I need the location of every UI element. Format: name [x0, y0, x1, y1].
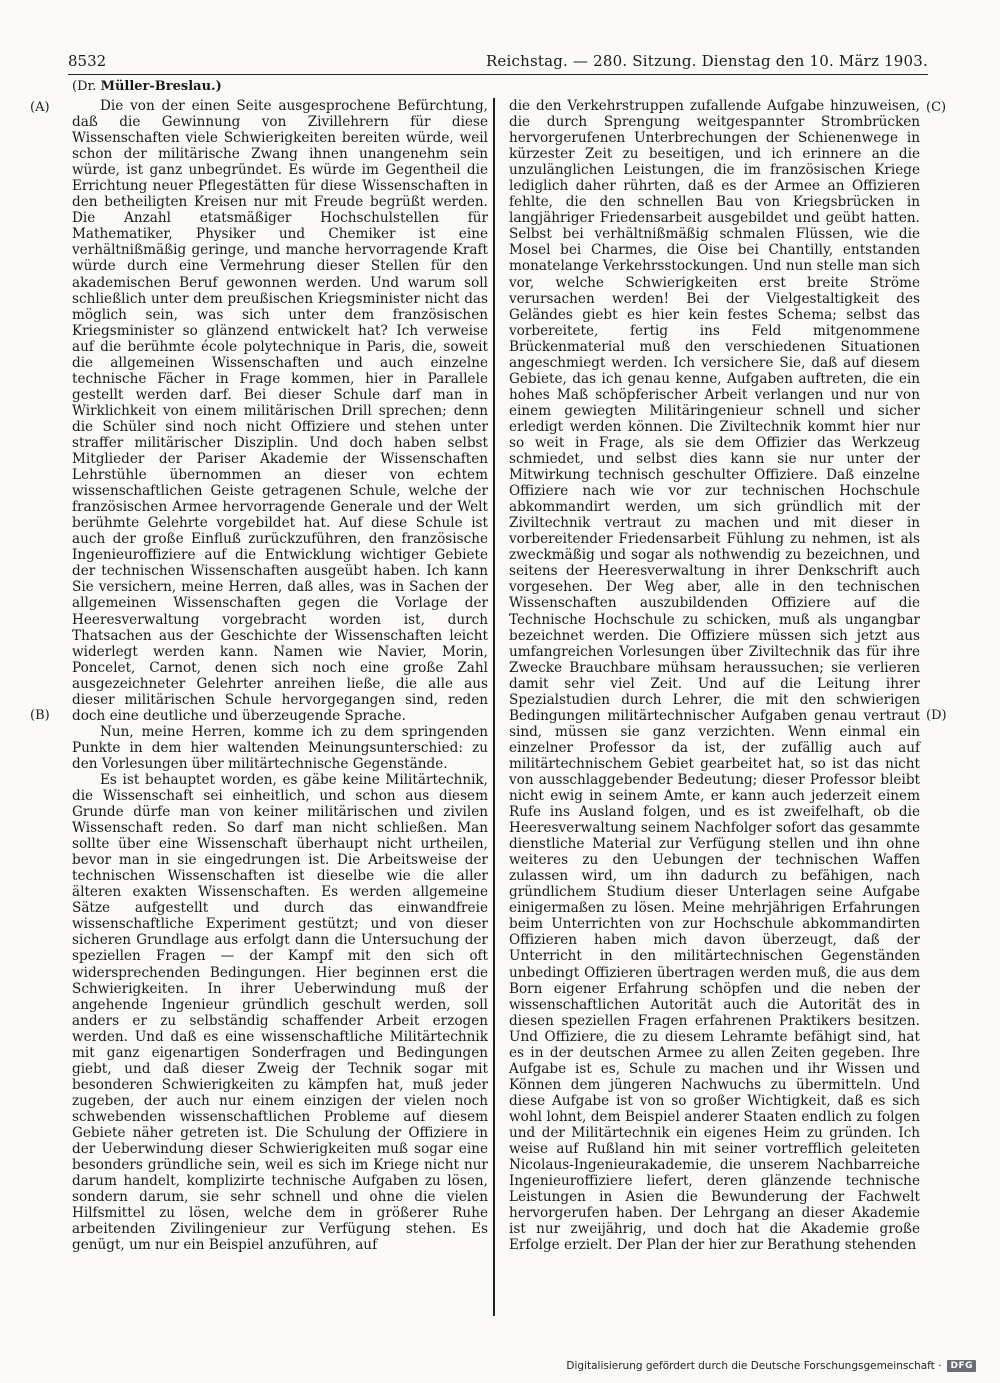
speaker-name: Müller-Breslau.) [100, 79, 222, 94]
margin-marker-c: (C) [926, 100, 947, 115]
paragraph: Nun, meine Herren, komme ich zu dem springenden Punkte in dem hier waltenden Meinungsunterschied: zu den Vorlesungen über militärtechnische Gegenstände. [72, 723, 488, 772]
left-column [72, 98, 488, 1253]
footer-text: Digitalisierung gefördert durch die Deutsche Forschungsgemeinschaft · [566, 1360, 942, 1372]
right-column [509, 98, 920, 1253]
page-title: Reichstag. — 280. Sitzung. Dienstag den 10. März 1903. [485, 52, 928, 70]
dfg-logo-icon: DFG [947, 1360, 976, 1372]
speaker-prefix: (Dr. [72, 79, 97, 94]
page-header [68, 52, 928, 74]
speaker-line [72, 79, 222, 94]
header-rule [68, 74, 928, 75]
margin-marker-d: (D) [926, 708, 947, 723]
margin-marker-a: (A) [30, 100, 50, 115]
margin-marker-b: (B) [30, 708, 50, 723]
digitization-footer [566, 1360, 976, 1372]
paragraph: Die von der einen Seite ausgesprochene Befürchtung, daß die Gewinnung von Zivillehrern für diese Wissenschaften viele Schwierigkeiten bereiten würde, weil schon der militärische Zwang ihnen unangenehm sein würde, ist ganz unbegründet. Es würde im Gegentheil die Errichtung neuer Pflegestätten für diese Wissenschaften in den betheiligten Kreisen nur mit Freude begrüßt werden. Die Anzahl etatsmäßiger Hochschulstellen für Mathematiker, Physiker und Chemiker ist eine verhältnißmäßig geringe, und manche hervorragende Kraft würde durch eine Vermehrung dieser Stellen für den akademischen Beruf gewonnen werden. Und warum soll schließlich unter dem preußischen Kriegsminister nicht das möglich sein, was sich unter dem französischen Kriegsminister so glänzend entwickelt hat? Ich verweise auf die berühmte école polytechnique in Paris, die, soweit die allgemeinen Wissenschaften und auch einzelne technische Fächer in Frage kommen, hier in Parallele gestellt werden darf. Bei dieser Schule darf man in Wirklichkeit von einem militärischen Drill sprechen; denn die Schüler sind noch nicht Offiziere und stehen unter straffer militärischer Disziplin. Und doch haben selbst Mitglieder der Pariser Akademie der Wissenschaften Lehrstühle übernommen an dieser von echtem wissenschaftlichen Geiste getragenen Schule, welche der französischen Armee hervorragende Generale und der Welt berühmte Gelehrte vorgebildet hat. Auf diese Schule ist auch der große Einfluß zurückzuführen, den französische Ingenieuroffiziere auf die Entwicklung wichtiger Gebiete der technischen Wissenschaften ausgeübt haben. Ich kann Sie versichern, meine Herren, daß alles, was in Sachen der allgemeinen Wissenschaften gegen die Vorlage der Heeresverwaltung vorgebracht worden ist, durch Thatsachen aus der Geschichte der Wissenschaften leicht widerlegt werden kann. Namen wie Navier, Morin, Poncelet, Carnot, denen sich noch eine große Zahl ausgezeichneter Gelehrter anreihen ließe, die alle aus dieser militärischen Schule hervorgegangen sind, reden doch eine deutliche und überzeugende Sprache. [72, 98, 488, 724]
paragraph: die den Verkehrstruppen zufallende Aufgabe hinzuweisen, die durch Sprengung weitgespannter Strombrücken hervorgerufenen Unterbrechungen der Schienenwege in kürzester Zeit zu beseitigen, und ich erinnere an die unzulänglichen Leistungen, die im französischen Kriege lediglich daher rührten, daß es der Armee an Offizieren fehlte, die den schnellen Bau von Kriegsbrücken in langjähriger Friedensarbeit ausgebildet und geübt hatten. Selbst bei verhältnißmäßig schmalen Flüssen, wie die Mosel bei Charmes, die Oise bei Chantilly, entstanden monatelange Verkehrsstockungen. Und nun stelle man sich vor, welche Schwierigkeiten erst breite Ströme verursachen werden! Bei der Vielgestaltigkeit des Geländes giebt es hier kein festes Schema; selbst das vorbereitete, fertig ins Feld mitgenommene Brückenmaterial muß den verschiedenen Situationen angeschmiegt werden. Ich versichere Sie, daß auf diesem Gebiete, das ich genau kenne, Aufgaben auftreten, die ein hohes Maß schöpferischer Arbeit verlangen und nur von einem gewiegten Militäringenieur schnell und sicher erledigt werden können. Die Ziviltechnik kommt hier nur so weit in Frage, als sie dem Offizier das Werkzeug schmiedet, und selbst dies kann sie nur unter der Mitwirkung technisch geschulter Offiziere. Daß einzelne Offiziere nach wie vor zur technischen Hochschule abkommandirt werden, um sich gründlich mit der Ziviltechnik vertraut zu machen und mit dieser in vorbereitender Friedensarbeit Fühlung zu nehmen, ist als zweckmäßig und sogar als nothwendig zu bezeichnen, und seitens der Heeresverwaltung in ihrer Denkschrift auch vorgesehen. Der Weg aber, alle in den technischen Wissenschaften auszubildenden Offiziere auf die Technische Hochschule zu schicken, muß als ungangbar bezeichnet werden. Die Offiziere müssen sich jetzt aus umfangreichen Vorlesungen über Ziviltechnik das für ihre Zwecke Brauchbare mühsam heraussuchen; sie verlieren damit sehr viel Zeit. Und auf die Leitung ihrer Spezialstudien durch Lehrer, die mit den schwierigen Bedingungen militärtechnischer Aufgaben genau vertraut sind, müssen sie ganz verzichten. Wenn einmal ein einzelner Professor da ist, der zufällig auch auf militärtechnischem Gebiet gearbeitet hat, so ist das nicht von ausschlaggebender Bedeutung; dieser Professor bleibt nicht ewig in seinem Amte, er kann auch jederzeit einem Rufe ins Ausland folgen, und es ist zweifelhaft, ob die Heeresverwaltung seinem Nachfolger sofort das gesammte dienstliche Material zur Verfügung stellen und ihn ohne weiteres zu den Uebungen der technischen Waffen zulassen wird, um ihn dadurch zu befähigen, nach gründlichem Studium dieser Unterlagen seine Aufgabe einigermaßen zu lösen. Meine mehrjährigen Erfahrungen beim Unterrichten von zur Hochschule abkommandirten Offizieren haben mich davon überzeugt, daß der Unterricht in den militärtechnischen Gegenständen unbedingt Offizieren übertragen werden muß, die aus dem Born eigener Erfahrung schöpfen und die neben der wissenschaftlichen Autorität auch die Autorität des in diesen speziellen Fragen erfahrenen Praktikers besitzen. Und Offiziere, die zu diesem Lehramte befähigt sind, hat es in der deutschen Armee zu allen Zeiten gegeben. Ihre Aufgabe ist es, Schule zu machen und ihr Wissen und Können dem jüngeren Nachwuchs zu übermitteln. Und diese Aufgabe ist von so großer Wichtigkeit, daß es sich wohl lohnt, dem Beispiel anderer Staaten endlich zu folgen und der Militärtechnik ein eigenes Heim zu gründen. Ich weise auf Rußland hin mit seiner vortrefflich geleiteten Nicolaus-Ingenieurakademie, die unserem Nachbarreiche Ingenieuroffiziere liefert, deren glänzende technische Leistungen in Asien die Bewunderung der Fachwelt hervorgerufen haben. Der Lehrgang an dieser Akademie ist nur zweijährig, und doch hat die Akademie große Erfolge erzielt. Der Plan der hier zur Berathung stehenden [509, 98, 920, 1254]
column-divider [493, 98, 495, 1316]
paragraph: Es ist behauptet worden, es gäbe keine Militärtechnik, die Wissenschaft sei einheitlich, und schon aus diesem Grunde dürfe man von keiner militärischen und zivilen Wissenschaft reden. So darf man nicht schließen. Man sollte über eine Wissenschaft überhaupt nicht urtheilen, bevor man in sie eingedrungen ist. Die Arbeitsweise der technischen Wissenschaften ist dieselbe wie die aller älteren exakten Wissenschaften. Es werden allgemeine Sätze aufgestellt und durch das einwandfreie wissenschaftliche Experiment gestützt; und von dieser sicheren Grundlage aus erfolgt dann die Untersuchung der speziellen Fragen — der Kampf mit den sich oft widersprechenden Bedingungen. Hier beginnen erst die Schwierigkeiten. In ihrer Ueberwindung muß der angehende Ingenieur gründlich geschult werden, soll anders er zu selbständig schaffender Arbeit erzogen werden. Und daß es eine wissenschaftliche Militärtechnik mit ganz eigenartigen Sonderfragen und Bedingungen giebt, und daß dieser Zweig der Technik sogar mit besonderen Schwierigkeiten zu kämpfen hat, muß jeder zugeben, der auch nur einem einzigen der vielen noch schwebenden wissenschaftlichen Probleme auf diesem Gebiete näher getreten ist. Die Schulung der Offiziere in der Ueberwindung dieser Schwierigkeiten muß sogar eine besonders gründliche sein, weil es sich im Kriege nicht nur darum handelt, komplizirte technische Aufgaben zu lösen, sondern darum, sie sehr schnell und ohne die vielen Hilfsmittel zu lösen, welche dem in größerer Ruhe arbeitenden Zivilingenieur zur Verfügung stehen. Es genügt, um nur ein Beispiel anzuführen, auf [72, 771, 488, 1254]
page-number: 8532 [68, 52, 107, 70]
